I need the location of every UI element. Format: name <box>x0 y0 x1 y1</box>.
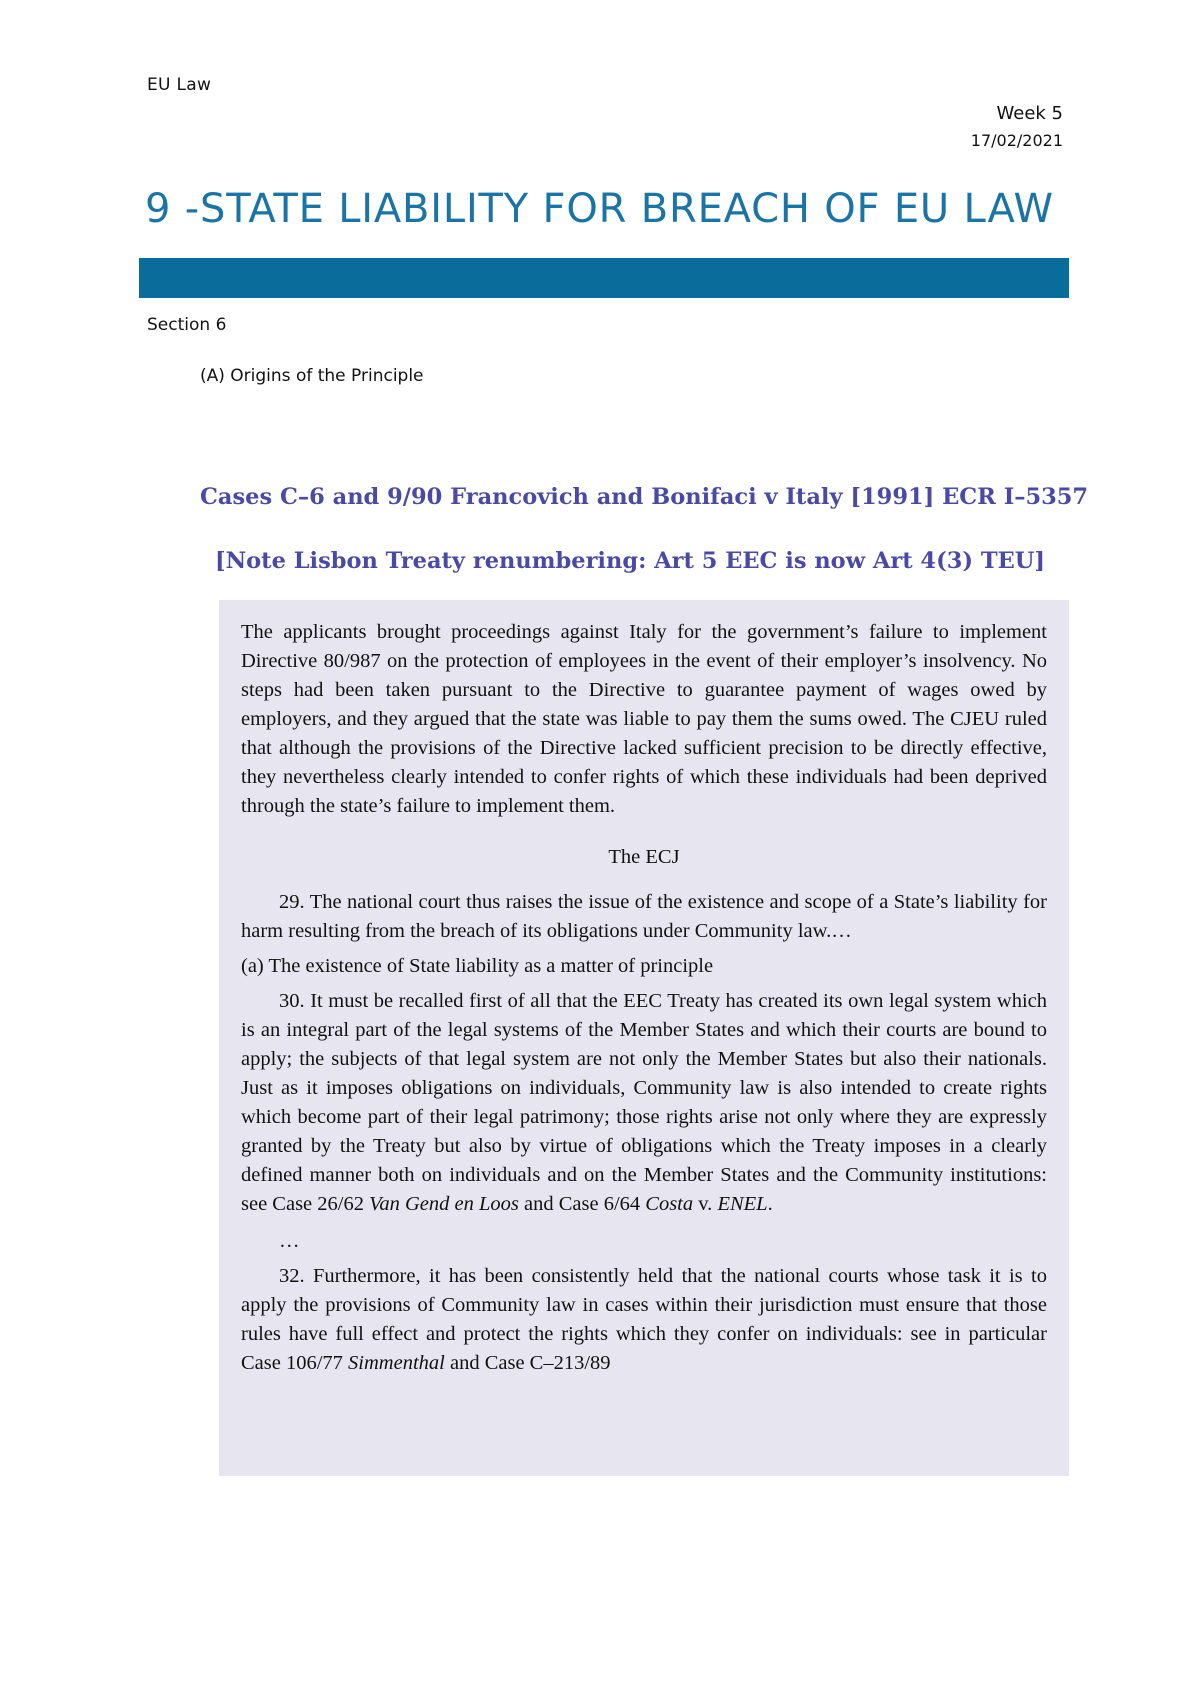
paragraph-30-text: 30. It must be recalled first of all that the EEC Treaty has created its own legal system which is an integral part of the legal systems of the Member States and which their courts are bound to apply; the subjects of that legal system are not only the Member States but also their nationals. Just as it imposes obligations on individuals, Community law is also intended to create rights which become part of their legal patrimony; those rights arise not only where they are expressly granted by the Treaty but also by virtue of obligations which the Treaty imposes in a clearly defined manner both on individuals and on the Member States and the Community institutions: see Case 26/62 <box>241 990 1047 1215</box>
case-name-van-gend: Van Gend en Loos <box>369 1193 519 1215</box>
court-heading: The ECJ <box>608 846 680 868</box>
case-name-enel: ENEL <box>717 1193 768 1215</box>
paragraph-30-mid: and Case 6/64 <box>518 1193 646 1215</box>
section-label: Section 6 <box>147 315 227 335</box>
paragraph-32-text: 32. Furthermore, it has been consistently held that the national courts whose task it is to apply the provisions of Community law in cases within their jurisdiction must ensure that those rules have full effect and protect the rights which they confer on individuals: see in particular Case 106/77 <box>241 1265 1047 1374</box>
case-summary: The applicants brought proceedings against Italy for the government’s failure to implement Directive 80/987 on the protection of employees in the event of their employer’s insolvency. No steps had been taken pursuant to the Directive to guarantee payment of wages owed by employers, and they argued that the state was liable to pay them the sums owed. The CJEU ruled that although the provisions of the Directive lacked sufficient precision to be directly effective, they nevertheless clearly intended to confer rights of which these individuals had been deprived through the state’s failure to implement them. <box>241 621 1047 817</box>
ellipsis: … <box>279 1230 300 1252</box>
paragraph-30 <box>241 987 1047 1219</box>
case-extract-box <box>219 600 1069 1476</box>
case-name-simmenthal: Simmenthal <box>348 1352 445 1374</box>
paragraph-32 <box>241 1262 1047 1378</box>
paragraph-29: 29. The national court thus raises the issue of the existence and scope of a State’s liability for harm resulting from the breach of its obligations under Community law.… <box>241 891 1047 942</box>
paragraph-30-end: . <box>767 1193 773 1215</box>
subsection-heading: (A) Origins of the Principle <box>200 366 424 386</box>
module-name: EU Law <box>147 75 212 95</box>
page-title: 9 -STATE LIABILITY FOR BREACH OF EU LAW <box>145 186 1054 232</box>
case-name-costa: Costa <box>645 1193 694 1215</box>
title-divider-bar <box>139 258 1069 298</box>
paragraph-32-end: and Case C–213/89 <box>444 1352 611 1374</box>
subheading-a: (a) The existence of State liability as a matter of principle <box>241 955 714 977</box>
header-meta <box>971 100 1063 154</box>
case-note: [Note Lisbon Treaty renumbering: Art 5 EEC is now Art 4(3) TEU] <box>214 548 1046 574</box>
paragraph-30-v: v. <box>693 1193 718 1215</box>
date-label: 17/02/2021 <box>970 131 1063 150</box>
week-label: Week 5 <box>996 103 1063 124</box>
case-heading: Cases C–6 and 9/90 Francovich and Bonifaci v Italy [1991] ECR I–5357 <box>200 484 1089 510</box>
